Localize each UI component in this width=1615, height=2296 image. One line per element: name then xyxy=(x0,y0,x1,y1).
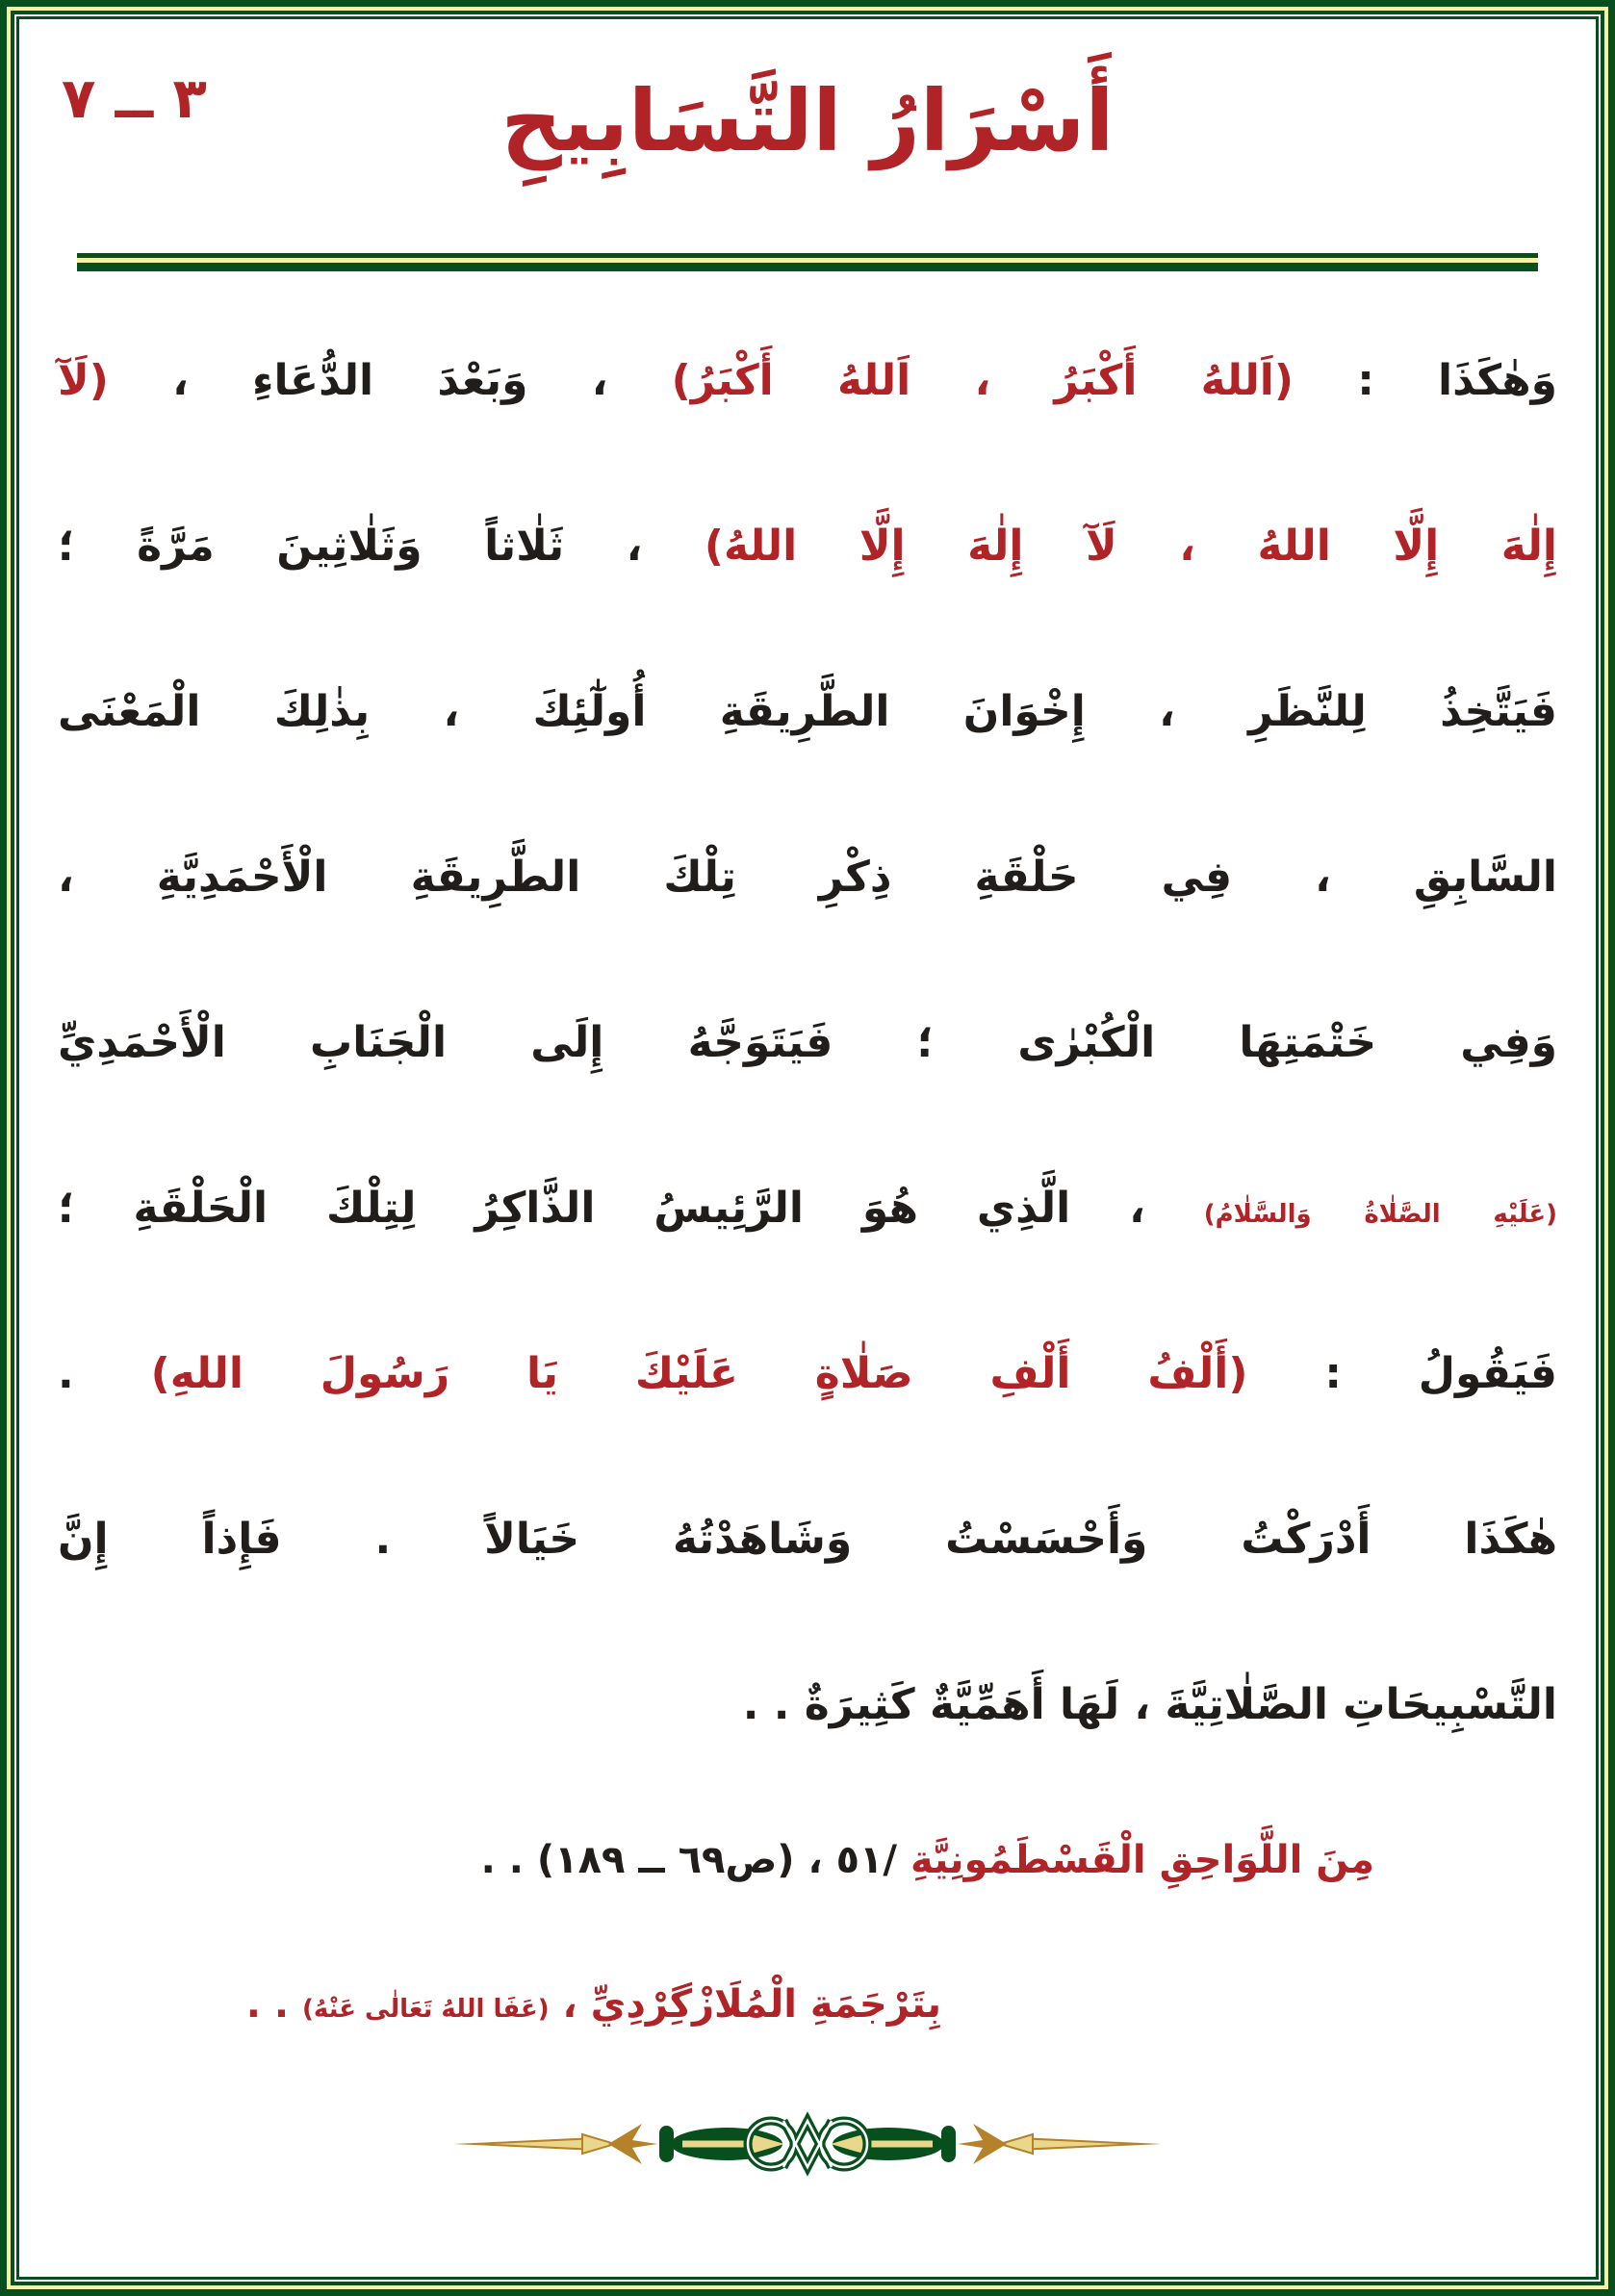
page-title: أَسْرَارُ التَّسَابِيحِ xyxy=(500,71,1115,170)
text-run: فَيَقُولُ : xyxy=(1247,1349,1557,1398)
text-line xyxy=(58,464,1557,629)
text-run: التَّسْبِيحَاتِ الصَّلٰاتِيَّةَ ، لَهَا أَهَمِّيَّةٌ كَثِيرَةٌ . . xyxy=(742,1680,1557,1729)
text-run: ، ثَلٰاثاً وَثَلٰاثِينَ مَرَّةً ؛ xyxy=(58,522,705,571)
text-run: ، الَّذِي هُوَ الرَّئِيسُ الذَّاكِرُ لِتِلْكَ الْحَلْقَةِ ؛ xyxy=(58,1184,1204,1233)
text-line xyxy=(58,795,1557,960)
text-run: (لَآ xyxy=(58,356,109,405)
honorific-calligraphy: (عَفَا اللهُ تَعَالٰى عَنْهُ) xyxy=(301,1995,550,2024)
text-run: وَهٰكَذَا : xyxy=(1294,356,1557,405)
page-header xyxy=(19,19,1596,253)
text-line xyxy=(58,629,1557,795)
text-run: السَّابِقِ ، فِي حَلْقَةِ ذِكْرِ تِلْكَ الطَّرِيقَةِ الْأَحْمَدِيَّةِ ، xyxy=(58,853,1557,902)
text-line xyxy=(58,1291,1557,1457)
bottom-ornament-divider xyxy=(451,2105,1164,2182)
page-content xyxy=(19,19,1596,2277)
text-line xyxy=(58,960,1557,1126)
text-run: فَيَتَّخِذُ لِلنَّظَرِ ، إِخْوَانَ الطَّرِيقَةِ أُولٰٓئِكَ ، بِذٰلِكَ الْمَعْنَى xyxy=(58,687,1557,736)
text-line xyxy=(58,1457,1557,1622)
references xyxy=(19,1788,1596,2077)
text-run: هٰكَذَا أَدْرَكْتُ وَأَحْسَسْتُ وَشَاهَدْتُهُ خَيَالاً . فَإِذاً إِنَّ xyxy=(58,1515,1557,1564)
reference-line xyxy=(58,1788,1557,1932)
text-run: ، وَبَعْدَ الدُّعَاءِ ، xyxy=(108,356,672,405)
text-line xyxy=(58,298,1557,464)
text-run: إِلٰهَ إِلَّا اللهُ ، لَآ إِلٰهَ إِلَّا اللهُ) xyxy=(704,522,1557,571)
honorific-calligraphy: (عَلَيْهِ الصَّلٰاةُ وَالسَّلٰامُ) xyxy=(1203,1200,1557,1229)
text-run: (أَلْفُ أَلْفِ صَلٰاةٍ عَلَيْكَ يَا رَسُولَ اللهِ) xyxy=(150,1349,1248,1398)
frame-yellow-stripe xyxy=(7,7,1608,2289)
text-run: (اَللهُ أَكْبَرُ ، اَللهُ أَكْبَرُ) xyxy=(671,356,1294,405)
arrow-knot-divider-icon xyxy=(451,2105,1164,2182)
text-run: وَفِي خَتْمَتِهَا الْكُبْرٰى ؛ فَيَتَوَجَّهُ إِلَى الْجَنَابِ الْأَحْمَدِيِّ xyxy=(58,1018,1557,1067)
body-text xyxy=(19,271,1596,1788)
inner-frame xyxy=(16,16,1599,2280)
text-line xyxy=(58,1622,1557,1788)
text-run: بِتَرْجَمَةِ الْمُلَازْگِرْدِيِّ ، xyxy=(549,1982,941,2027)
frame-green-line xyxy=(11,11,1604,2285)
text-run: /٥١ ، (ص٦٩ ــ ١٨٩) . . xyxy=(480,1838,898,1882)
text-run: مِنَ اللَّوَاحِقِ الْقَسْطَمُونِيَّةِ xyxy=(897,1838,1374,1882)
page-numbers: ٣ ــ ٧ xyxy=(62,65,207,131)
frame-white-gap xyxy=(14,14,1601,2282)
text-run: . . xyxy=(245,1982,302,2027)
text-line xyxy=(58,1126,1557,1291)
reference-line xyxy=(58,1932,1557,2077)
text-run: . xyxy=(58,1349,151,1398)
header-separator xyxy=(77,253,1538,271)
